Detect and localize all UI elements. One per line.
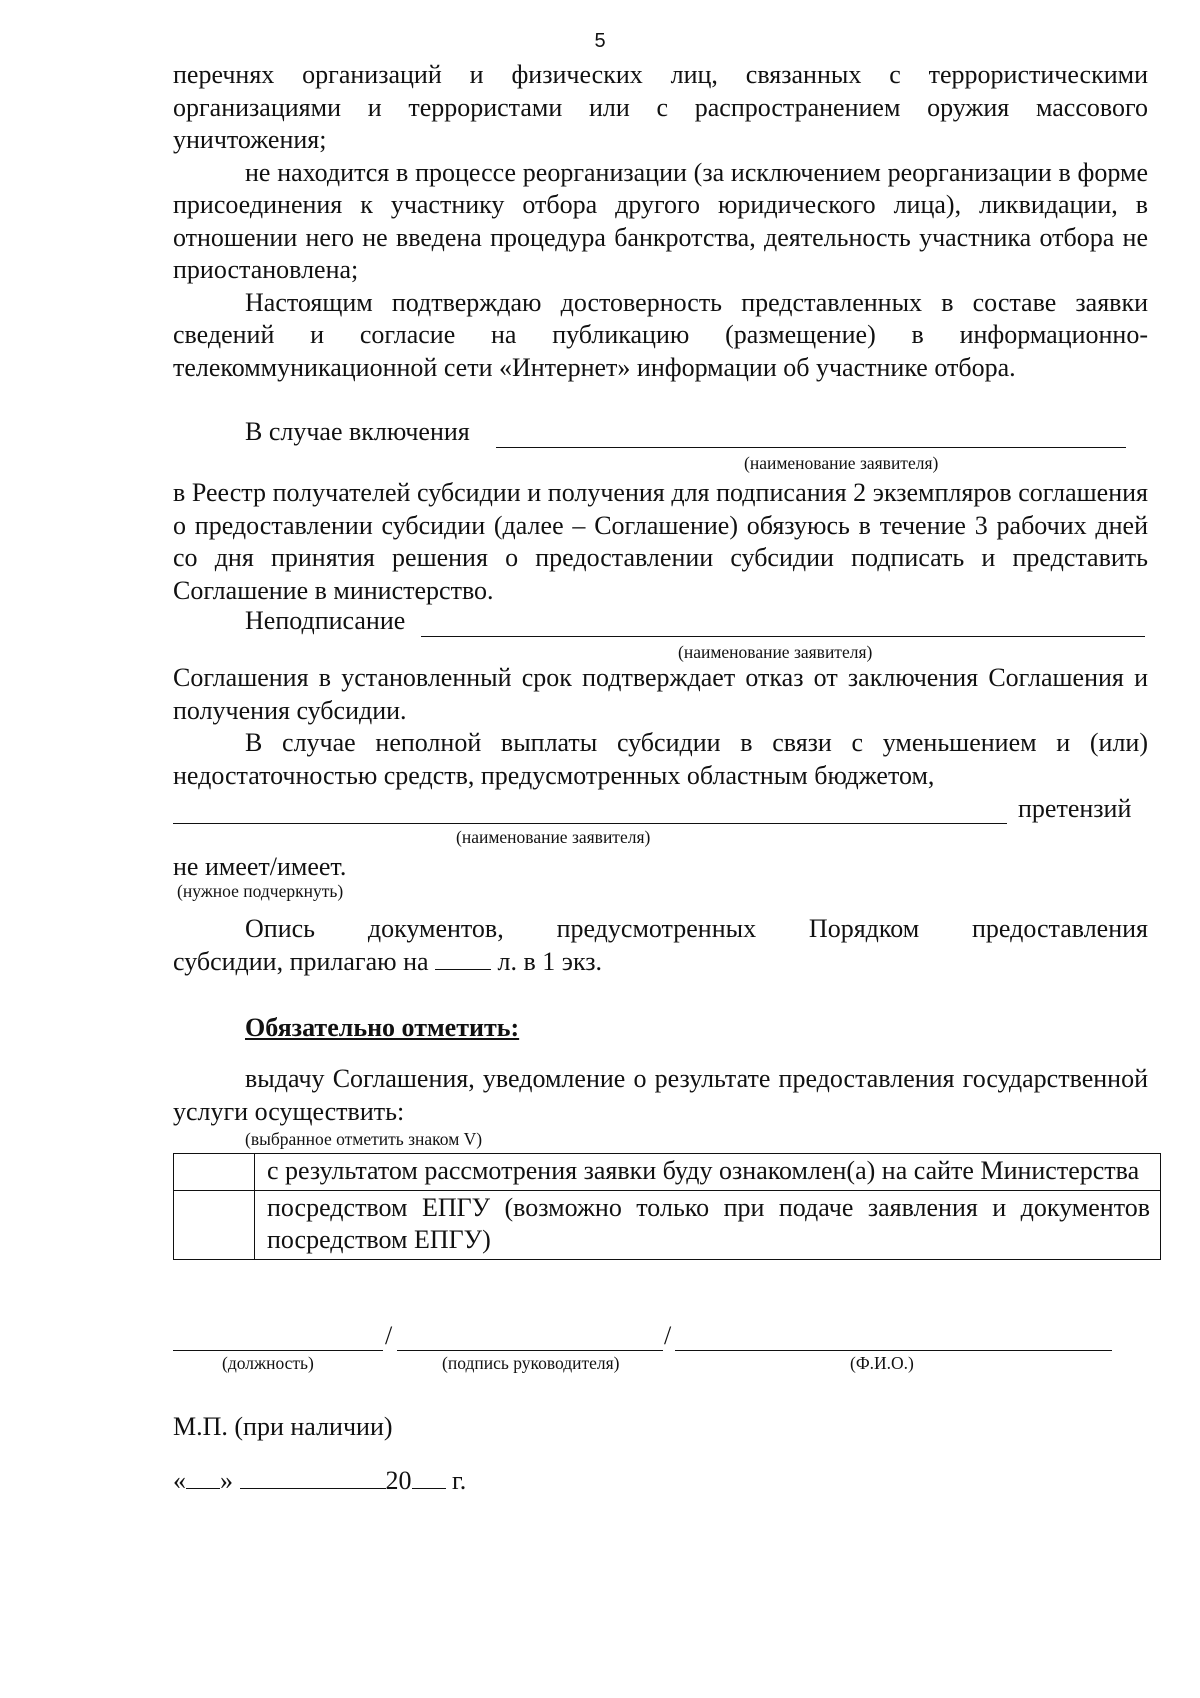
partial-text: В случае неполной выплаты субсидии в связи с уменьшением и (или) недостаточностью средств, предусмотренных областным бюджетом, <box>173 728 1148 790</box>
signature-blank-line[interactable] <box>397 1350 663 1351</box>
nonsigning-text: Соглашения в установленный срок подтверждает отказ от заключения Соглашения и получения субсидии. <box>173 663 1148 725</box>
date-open-quote: « <box>173 1466 186 1495</box>
option-text: с результатом рассмотрения заявки буду ознакомлен(а) на сайте Министерства <box>255 1154 1161 1191</box>
name-label: (Ф.И.О.) <box>850 1353 914 1373</box>
date-line <box>173 1464 466 1496</box>
inclusion-caption: (наименование заявителя) <box>744 453 939 473</box>
nonsigning-text-block <box>173 662 1148 727</box>
has-not-text: не имеет/имеет. <box>173 852 347 881</box>
name-blank-line[interactable] <box>675 1350 1112 1351</box>
delivery-options-table <box>173 1153 1161 1260</box>
option-checkbox[interactable] <box>174 1190 255 1259</box>
paragraph-2: не находится в процессе реорганизации (за исключением реорганизации в форме присоединения к участнику отбора другого юридического лица), ликвидации, в отношении него не введена процедура банкротства, деятельность участника отбора не приостановлена; <box>173 157 1148 284</box>
issuance-block <box>173 1063 1148 1128</box>
body-text-block <box>173 59 1148 384</box>
day-blank[interactable] <box>186 1464 220 1489</box>
nonsigning-caption: (наименование заявителя) <box>678 642 873 662</box>
must-mark-heading: Обязательно отметить: <box>245 1013 520 1042</box>
partial-blank-line[interactable] <box>173 823 1007 824</box>
issuance-note: (выбранное отметить знаком V) <box>245 1129 483 1149</box>
option-checkbox[interactable] <box>174 1154 255 1191</box>
inventory-line-2 <box>173 945 602 977</box>
nonsigning-lead: Неподписание <box>245 606 406 635</box>
paragraph-1: перечнях организаций и физических лиц, связанных с террористическими организациями и террористами или с распространением оружия массового уничтожения; <box>173 60 1148 154</box>
signature-slash-1: / <box>385 1321 393 1350</box>
option-row[interactable] <box>174 1154 1161 1191</box>
issuance-text: выдачу Соглашения, уведомление о результате предоставления государственной услуги осуществить: <box>173 1064 1148 1126</box>
position-blank-line[interactable] <box>173 1350 383 1351</box>
inventory-block <box>173 913 1148 946</box>
signature-slash-2: / <box>664 1321 672 1350</box>
year-suffix: г. <box>452 1466 467 1495</box>
year-prefix: 20 <box>385 1466 412 1495</box>
partial-tail: претензий <box>1018 794 1132 823</box>
year-blank[interactable] <box>412 1464 446 1489</box>
inventory-line-2-suffix: л. в 1 экз. <box>497 947 603 976</box>
option-row[interactable] <box>174 1190 1161 1259</box>
sheets-count-blank[interactable] <box>435 945 491 970</box>
inclusion-text-block <box>173 477 1148 607</box>
paragraph-3: Настоящим подтверждаю достоверность представленных в составе заявки сведений и согласие на публикацию (размещение) в информационно-телекоммуникационной сети «Интернет» информации об участнике отбора. <box>173 287 1148 382</box>
inventory-line-1: Опись документов, предусмотренных Порядком предоставления <box>245 914 1148 943</box>
stamp-text: М.П. (при наличии) <box>173 1412 393 1441</box>
date-close-quote: » <box>220 1466 233 1495</box>
inclusion-blank-line[interactable] <box>496 447 1126 448</box>
position-label: (должность) <box>222 1353 314 1373</box>
month-blank[interactable] <box>240 1464 386 1489</box>
option-text: посредством ЕПГУ (возможно только при подаче заявления и документов посредством ЕПГУ) <box>255 1190 1161 1259</box>
inventory-line-2-prefix: субсидии, прилагаю на <box>173 947 429 976</box>
page-number: 5 <box>594 30 606 52</box>
inclusion-lead: В случае включения <box>245 417 470 446</box>
nonsigning-blank-line[interactable] <box>421 636 1145 637</box>
inclusion-text: в Реестр получателей субсидии и получения для подписания 2 экземпляров соглашения о предоставлении субсидии (далее – Соглашение) обязуюсь в течение 3 рабочих дней со дня принятия решения о предоставлении субсидии подписать и представить Соглашение в министерство. <box>173 478 1148 605</box>
underline-note: (нужное подчеркнуть) <box>177 881 344 901</box>
partial-caption: (наименование заявителя) <box>456 827 651 847</box>
partial-text-block <box>173 727 1148 792</box>
signature-label: (подпись руководителя) <box>442 1353 620 1373</box>
